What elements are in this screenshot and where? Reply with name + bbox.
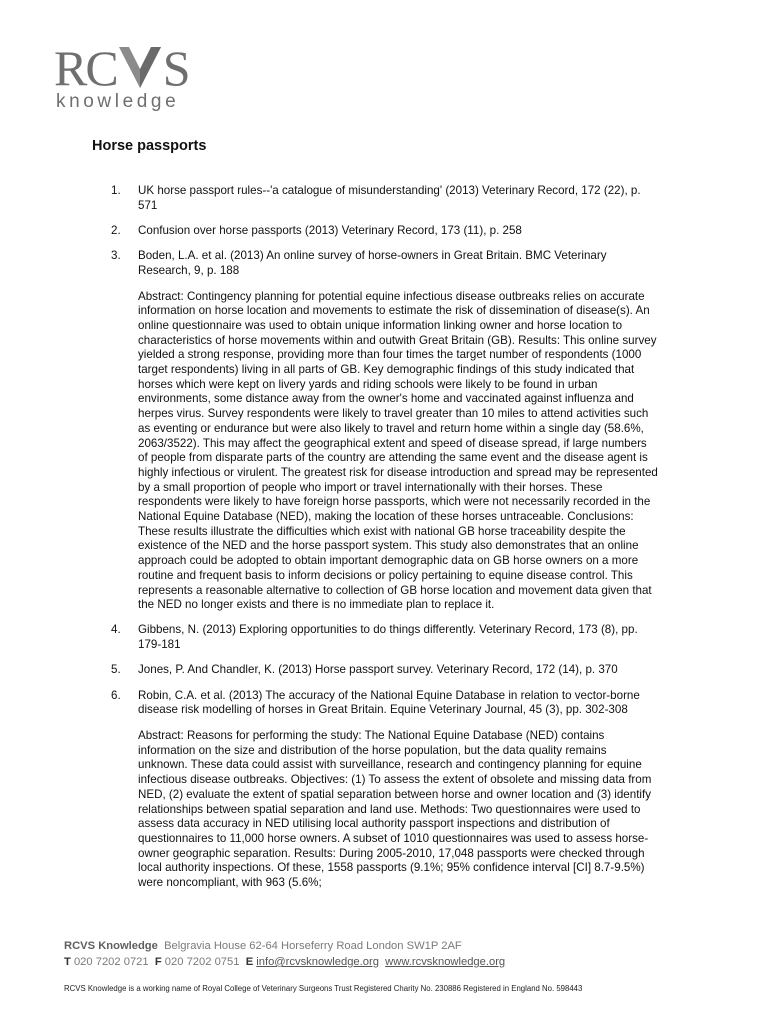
reference-citation: UK horse passport rules--'a catalogue of misunderstanding' (2013) Veterinary Record, 172 (22), p. 571 [138, 184, 641, 212]
footer-contact-line [64, 954, 744, 970]
reference-number: 2. [111, 223, 121, 237]
footer-legal-notice: RCVS Knowledge is a working name of Royal College of Veterinary Surgeons Trust Registered Charity No. 230886 Registered in England No. 598443 [64, 984, 583, 993]
reference-citation: Confusion over horse passports (2013) Veterinary Record, 173 (11), p. 258 [138, 223, 522, 237]
reference-citation: Gibbens, N. (2013) Exploring opportunities to do things differently. Veterinary Record, 173 (8), pp. 179-181 [138, 623, 638, 652]
reference-number: 6. [111, 688, 121, 702]
footer-tel: 020 7202 0721 [73, 956, 149, 968]
reference-number: 3. [111, 249, 121, 263]
footer-fax-label: F [154, 956, 162, 968]
logo-letters-right: S [162, 40, 189, 96]
logo-letters-left: RC [54, 40, 117, 96]
reference-citation: Robin, C.A. et al. (2013) The accuracy of the National Equine Database in relation to vector-borne disease risk modelling of horses in Great Britain. Equine Veterinary Journal, 45 (3), pp. 302-308 [138, 688, 640, 717]
footer-email-label: E [245, 956, 254, 968]
footer-tel-label: T [64, 956, 71, 968]
reference-citation: Boden, L.A. et al. (2013) An online survey of horse-owners in Great Britain. BMC Veterinary Research, 9, p. 188 [138, 249, 607, 277]
reference-item [111, 689, 659, 891]
logo-subtitle: knowledge [56, 91, 180, 112]
logo-v-icon [118, 45, 162, 89]
reference-item [111, 663, 659, 678]
footer-fax: 020 7202 0751 [164, 956, 240, 968]
reference-list [111, 184, 659, 901]
rcvs-knowledge-logo [54, 42, 196, 116]
footer-address: Belgravia House 62-64 Horseferry Road London SW1P 2AF [164, 940, 462, 952]
reference-citation: Jones, P. And Chandler, K. (2013) Horse passport survey. Veterinary Record, 172 (14), p. 370 [138, 663, 618, 677]
reference-item [111, 623, 659, 652]
reference-item [111, 184, 659, 213]
reference-number: 4. [111, 623, 121, 637]
reference-item [111, 224, 659, 239]
footer-org-name: RCVS Knowledge [64, 940, 158, 952]
reference-number: 1. [111, 184, 121, 197]
reference-item [111, 249, 659, 613]
reference-number: 5. [111, 663, 121, 677]
footer-address-line [64, 938, 744, 954]
reference-abstract: Abstract: Reasons for performing the study: The National Equine Database (NED) contains information on the size and distribution of the horse population, but the data quality remains unknown. These data could assist with surveillance, research and contingency planning for equine infectious disease outbreaks. Objectives: (1) To assess the extent of obsolete and missing data from NED, (2) evaluate the extent of spatial separation between horse and owner location and (3) identify relationships between spatial separation and land use. Methods: Two questionnaires were used to assess data accuracy in NED utilising local authority passport inspections and distribution of questionnaires to 11,000 horse owners. A subset of 1010 questionnaires was used to assess horse-owner geographic separation. Results: During 2005-2010, 17,048 passports were checked through local authority inspections. Of these, 1558 passports (9.1%; 95% confidence interval [CI] 8.7-9.5%) were noncompliant, with 963 (5.6%; [138, 729, 652, 890]
footer-website-link[interactable]: www.rcvsknowledge.org [385, 956, 506, 968]
page-title: Horse passports [92, 138, 207, 154]
page-footer [64, 938, 744, 993]
footer-email-link[interactable]: info@rcvsknowledge.org [256, 956, 379, 968]
reference-abstract: Abstract: Contingency planning for potential equine infectious disease outbreaks relies on accurate information on horse location and movements to estimate the risk of dissemination of disease(s). An online questionnaire was used to obtain unique information linking owner and horse location to characteristics of horse movements within and outwith Great Britain (GB). Results: This online survey yielded a strong response, providing more than four times the target number of respondents (1000 target respondents) living in all parts of GB. Key demographic findings of this study indicated that horses which were kept on livery yards and riding schools were likely to be found in urban environments, some distance away from the owner's home and vaccinated against influenza and herpes virus. Survey respondents were likely to travel greater than 10 miles to attend activities such as eventing or endurance but were also likely to travel and return home within a single day (58.6%, 2063/3522). This may affect the geographical extent and speed of disease spread, if large numbers of people from disparate parts of the country are attending the same event and the disease agent is highly infectious or virulent. The greatest risk for disease introduction and spread may be represented by a small proportion of people who import or travel internationally with their horses. These respondents were likely to have foreign horse passports, which were not necessarily recorded in the National Equine Database (NED), making the location of these horses untraceable. Conclusions: These results illustrate the difficulties which exist with national GB horse traceability despite the existence of the NED and the horse passport system. This study also demonstrates that an online approach could be adopted to obtain important demographic data on GB horse owners on a more routine and frequent basis to inform decisions or policy pertaining to equine disease control. This represents a reasonable alternative to collection of GB horse location and movement data given that the NED no longer exists and there is no immediate plan to replace it. [138, 289, 658, 612]
